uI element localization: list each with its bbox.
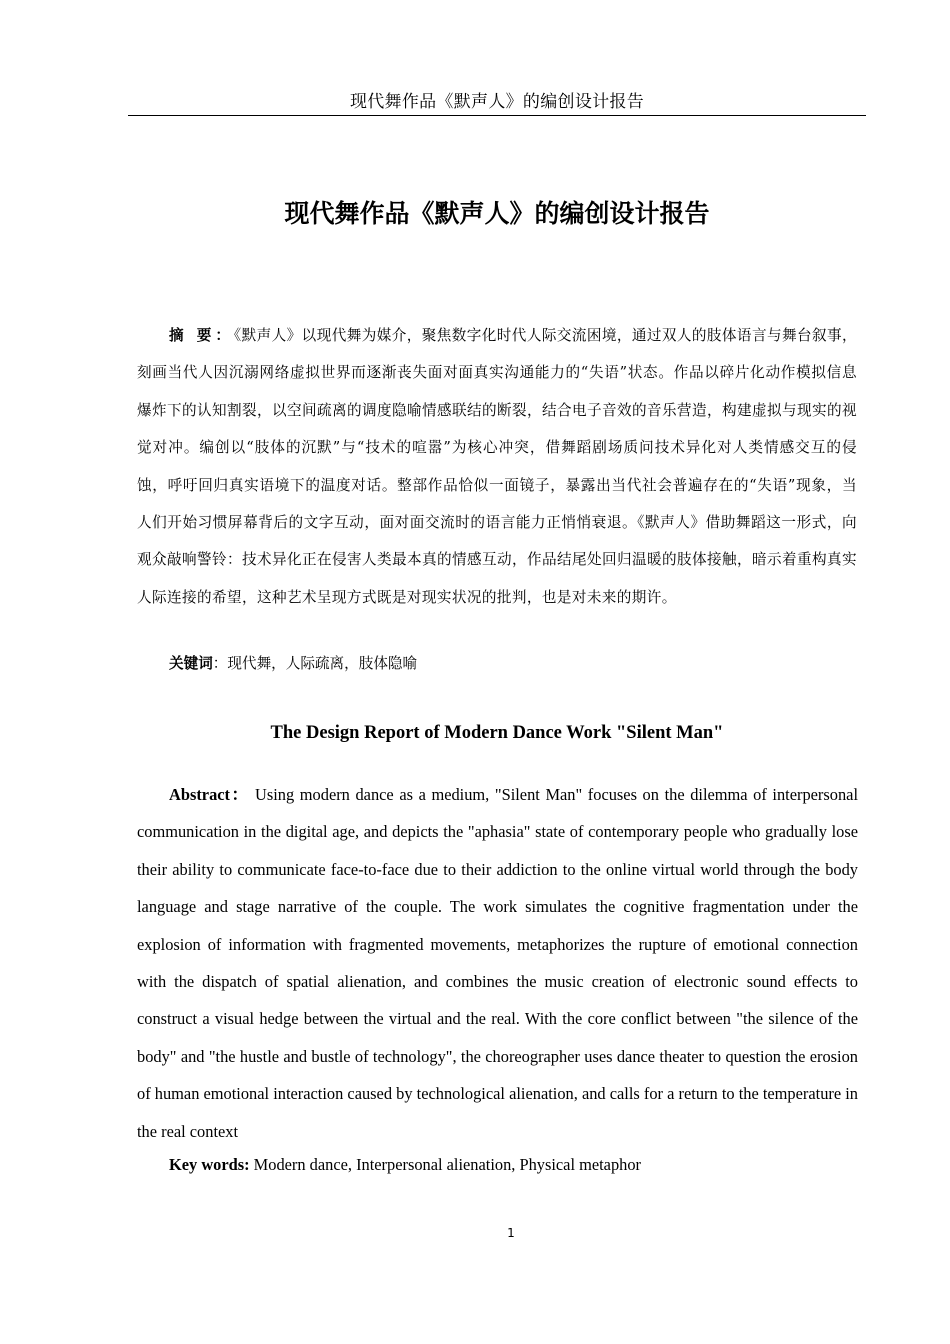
running-header: 现代舞作品《默声人》的编创设计报告 [349, 92, 645, 112]
header-divider [128, 115, 866, 116]
english-keywords-label: Key words: [169, 1155, 250, 1174]
chinese-abstract [137, 317, 857, 616]
chinese-keywords [137, 645, 857, 682]
english-abstract-body: Using modern dance as a medium, "Silent Man" focuses on the dilemma of interpersonal communication in the digital age, and depicts the "aphasia" state of contemporary people who gradually lose their ability to communicate face-to-face due to their addiction to the online virtual world through the body language and stage narrative of the couple. The work simulates the cognitive fragmentation under the explosion of information with fragmented movements, metaphorizes the rupture of emotional connection with the dispatch of spatial alienation, and combines the music creation of electronic sound effects to construct a visual hedge between the virtual and the real. With the core conflict between "the silence of the body" and "the hustle and bustle of technology", the choreographer uses dance theater to question the erosion of human emotional interaction caused by technological alienation, and calls for a return to the temperature in the real context [137, 785, 858, 1141]
document-title: 现代舞作品《默声人》的编创设计报告 [284, 199, 710, 228]
chinese-abstract-label: 摘 要： [169, 327, 234, 344]
chinese-keywords-text: ：现代舞，人际疏离，肢体隐喻 [212, 655, 418, 672]
chinese-keywords-label: 关键词 [169, 655, 213, 672]
page-number: 1 [507, 1226, 515, 1240]
english-abstract [137, 776, 858, 1150]
english-title: The Design Report of Modern Dance Work "Silent Man" [270, 723, 724, 743]
english-keywords-text: Modern dance, Interpersonal alienation, Physical metaphor [249, 1155, 642, 1174]
chinese-abstract-body: 《默声人》以现代舞为媒介，聚焦数字化时代人际交流困境，通过双人的肢体语言与舞台叙事，刻画当代人因沉溺网络虚拟世界而逐渐丧失面对面真实沟通能力的“失语”状态。作品以碎片化动作模拟信息爆炸下的认知割裂，以空间疏离的调度隐喻情感联结的断裂，结合电子音效的音乐营造，构建虚拟与现实的视觉对冲。编创以“肢体的沉默”与“技术的喧嚣”为核心冲突，借舞蹈剧场质问技术异化对人类情感交互的侵蚀，呼吁回归真实语境下的温度对话。整部作品恰似一面镜子，暴露出当代社会普遍存在的“失语”现象，当人们开始习惯屏幕背后的文字互动，面对面交流时的语言能力正悄悄衰退。《默声人》借助舞蹈这一形式，向观众敲响警铃：技术异化正在侵害人类最本真的情感互动，作品结尾处回归温暖的肢体接触，暗示着重构真实人际连接的希望，这种艺术呈现方式既是对现实状况的批判，也是对未来的期许。 [137, 327, 857, 606]
english-abstract-label: Abstract： [169, 785, 250, 804]
english-keywords [137, 1146, 858, 1183]
